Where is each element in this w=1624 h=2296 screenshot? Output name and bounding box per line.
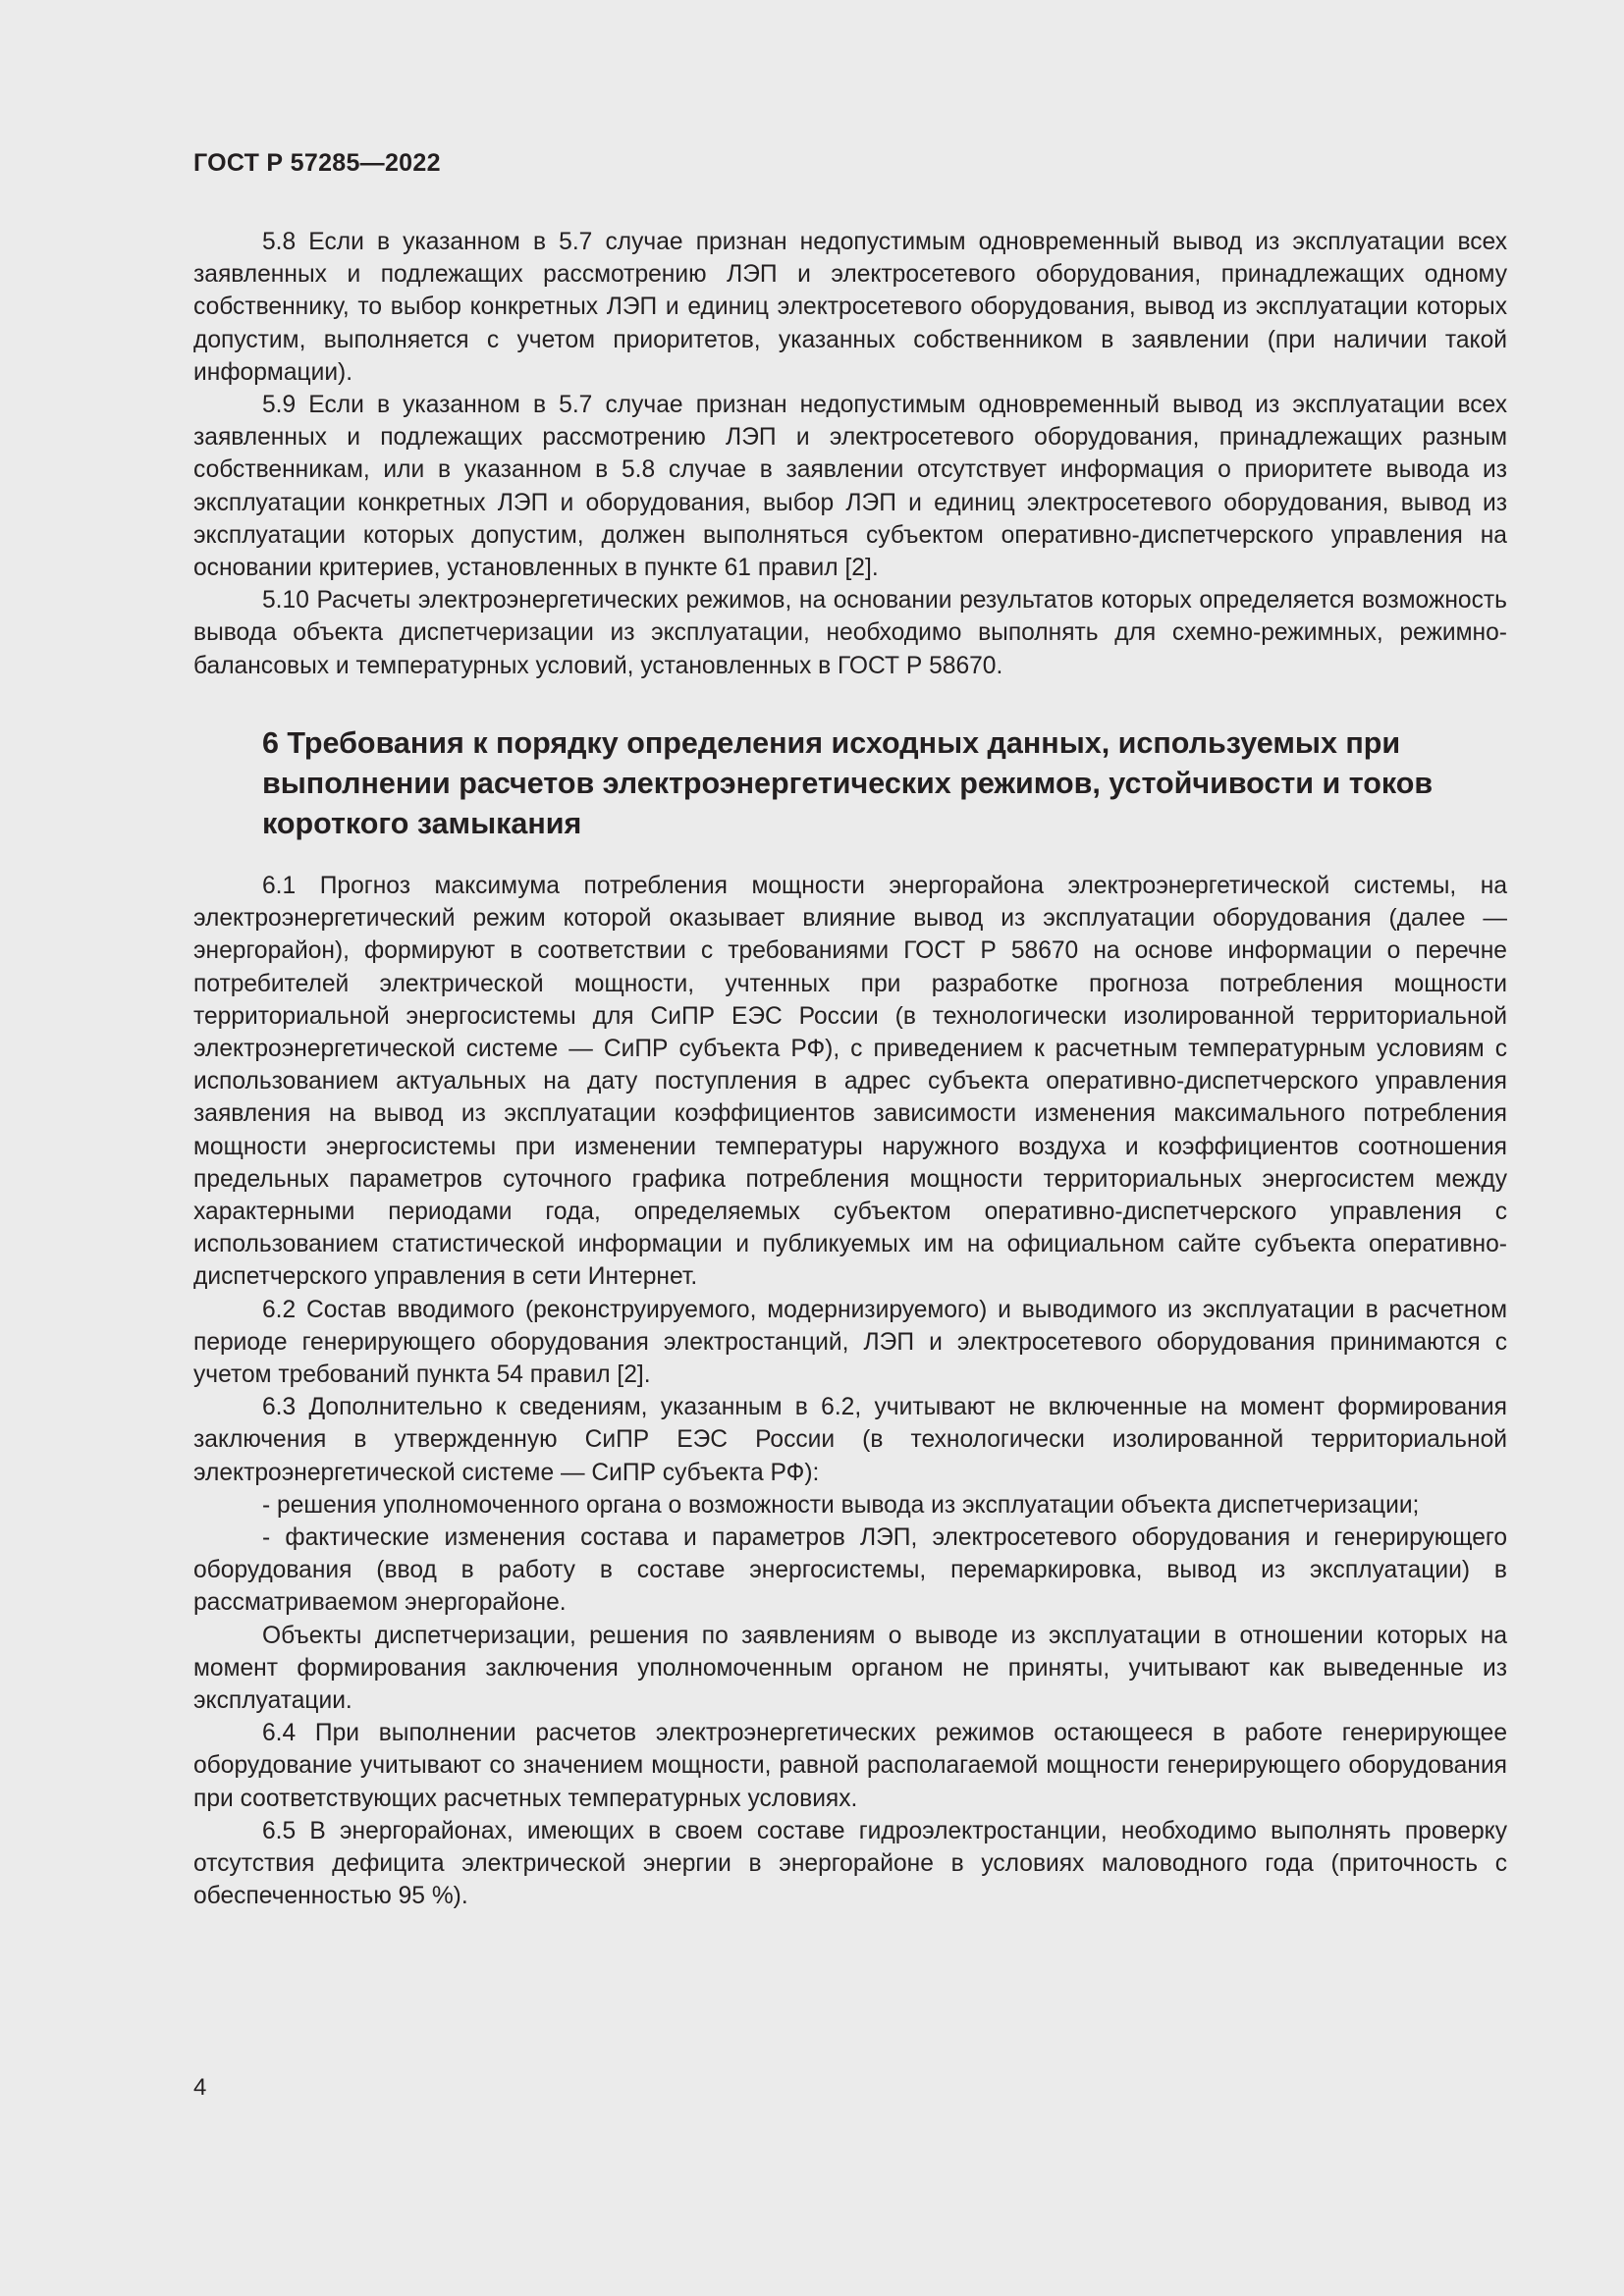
running-head: ГОСТ Р 57285—2022 bbox=[193, 149, 441, 177]
paragraph-6-3-note: Объекты диспетчеризации, решения по заявлениям о выводе из эксплуатации в отношении которых на момент формирования заключения уполномоченным органом не приняты, учитывают как выведенные из эксплуатации. bbox=[193, 1622, 1507, 1715]
section-6-heading: 6 Требования к порядку определения исходных данных, используемых при выполнении расчетов электроэнергетических режимов, устойчивости и токов короткого замыкания bbox=[262, 726, 1434, 840]
paragraph-5-8: 5.8 Если в указанном в 5.7 случае признан недопустимым одновременный вывод из эксплуатации всех заявленных и подлежащих рассмотрению ЛЭП и электросетевого оборудования, принадлежащих одному собственнику, то выбор конкретных ЛЭП и единиц электросетевого оборудования, вывод из эксплуатации которых допустим, выполняется с учетом приоритетов, указанных собственником в заявлении (при наличии такой информации). bbox=[193, 229, 1507, 386]
paragraph-6-3: 6.3 Дополнительно к сведениям, указанным в 6.2, учитывают не включенные на момент формирования заключения в утвержденную СиПР ЕЭС России (в технологически изолированной территориальной электроэнергетической системе — СиПР субъекта РФ): bbox=[193, 1394, 1507, 1486]
clause-5-continuation bbox=[193, 226, 1507, 682]
paragraph-5-9: 5.9 Если в указанном в 5.7 случае признан недопустимым одновременный вывод из эксплуатации всех заявленных и подлежащих рассмотрению ЛЭП и электросетевого оборудования, принадлежащих разным собственникам, или в указанном в 5.8 случае в заявлении отсутствует информация о приоритете вывода из эксплуатации конкретных ЛЭП и оборудования, выбор ЛЭП и единиц электросетевого оборудования, вывод из эксплуатации которых допустим, должен выполняться субъектом оперативно-диспетчерского управления на основании критериев, установленных в пункте 61 правил [2]. bbox=[193, 392, 1507, 582]
paragraph-6-4: 6.4 При выполнении расчетов электроэнергетических режимов остающееся в работе генерирующее оборудование учитывают со значением мощности, равной располагаемой мощности генерирующего оборудования при соответствующих расчетных температурных условиях. bbox=[193, 1720, 1507, 1812]
paragraph-5-10: 5.10 Расчеты электроэнергетических режимов, на основании результатов которых определяется возможность вывода объекта диспетчеризации из эксплуатации, необходимо выполнять для схемно-режимных, режимно-балансовых и температурных условий, установленных в ГОСТ Р 58670. bbox=[193, 587, 1507, 679]
list-item: - фактические изменения состава и параметров ЛЭП, электросетевого оборудования и генерирующего оборудования (ввод в работу в составе энергосистемы, перемаркировка, вывод из эксплуатации) в рассматриваемом энергорайоне. bbox=[193, 1524, 1507, 1617]
list-item: - решения уполномоченного органа о возможности вывода из эксплуатации объекта диспетчеризации; bbox=[262, 1491, 1420, 1519]
section-6-body bbox=[193, 870, 1507, 1913]
page-number: 4 bbox=[193, 2074, 207, 2101]
paragraph-6-2: 6.2 Состав вводимого (реконструируемого, модернизируемого) и выводимого из эксплуатации в расчетном периоде генерирующего оборудования электростанций, ЛЭП и электросетевого оборудования принимаются с учетом требований пункта 54 правил [2]. bbox=[193, 1296, 1507, 1389]
paragraph-6-1: 6.1 Прогноз максимума потребления мощности энергорайона электроэнергетической системы, на электроэнергетический режим которой оказывает влияние вывод из эксплуатации оборудования (далее — энергорайон), формируют в соответствии с требованиями ГОСТ Р 58670 на основе информации о перечне потребителей электрической мощности, учтенных при разработке прогноза потребления мощности территориальной энергосистемы для СиПР ЕЭС России (в технологически изолированной территориальной электроэнергетической системе — СиПР субъекта РФ), с приведением к расчетным температурным условиям с использованием актуальных на дату поступления в адрес субъекта оперативно-диспетчерского управления заявления на вывод из эксплуатации коэффициентов зависимости изменения максимального потребления мощности энергосистемы при изменении температуры наружного воздуха и коэффициентов соотношения предельных параметров суточного графика потребления мощности территориальных энергосистем между характерными периодами года, определяемых субъектом оперативно-диспетчерского управления с использованием статистической информации и публикуемых им на официальном сайте субъекта оперативно-диспетчерского управления в сети Интернет. bbox=[193, 873, 1507, 1291]
paragraph-6-5: 6.5 В энергорайонах, имеющих в своем составе гидроэлектростанции, необходимо выполнять проверку отсутствия дефицита электрической энергии в энергорайоне в условиях маловодного года (приточность с обеспеченностью 95 %). bbox=[193, 1817, 1507, 1910]
